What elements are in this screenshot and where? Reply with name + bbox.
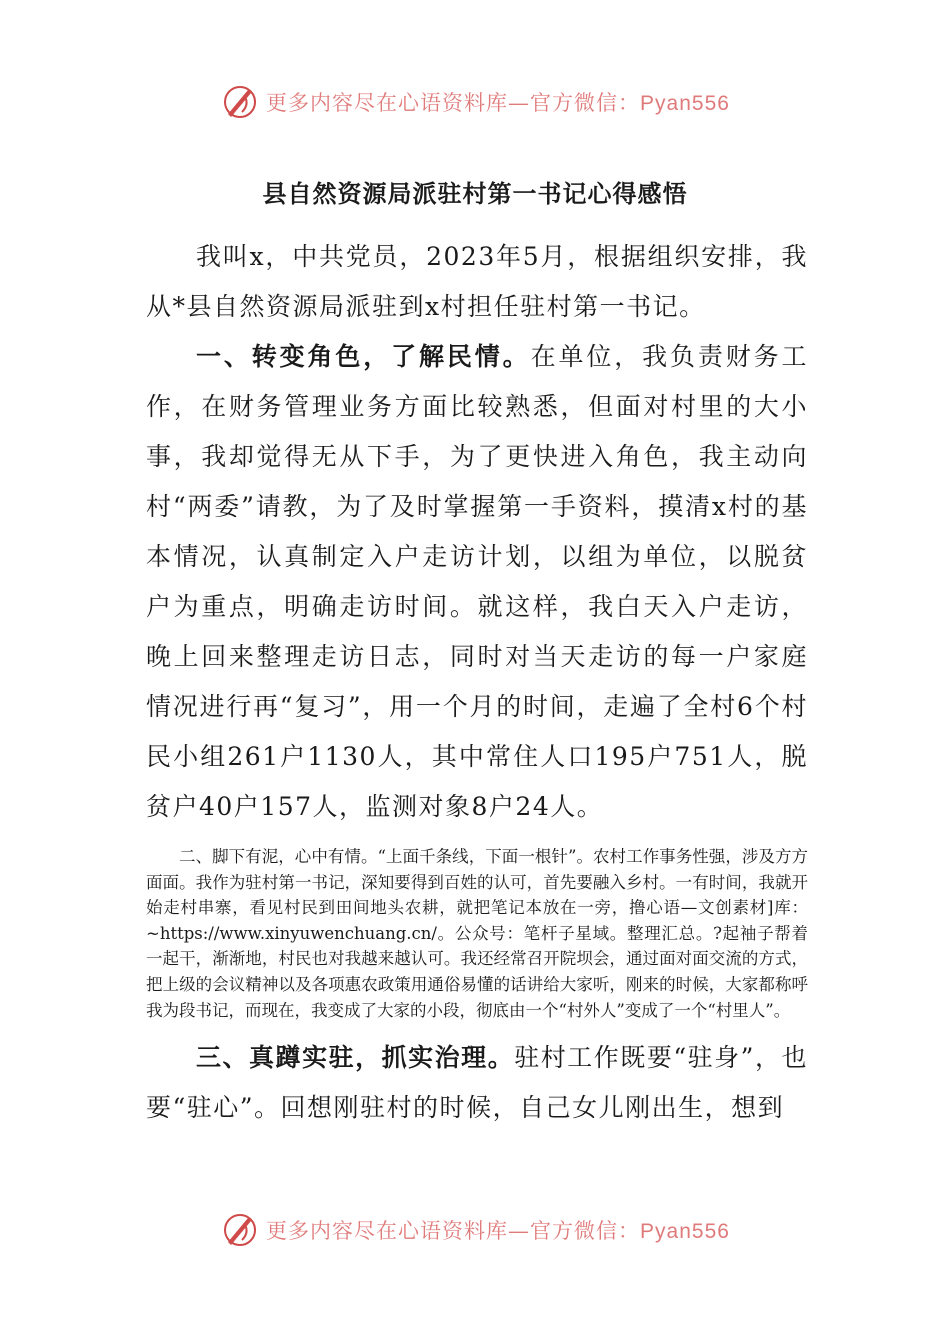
paragraph-intro: 我叫x，中共党员，2023年5月，根据组织安排，我从*县自然资源局派驻到x村担任驻村第一书记。: [146, 242, 808, 321]
paragraph-1-heading: 一、转变角色，了解民情。: [196, 342, 531, 371]
banner-text: 更多内容尽在心语资料库—官方微信：: [266, 1219, 641, 1243]
banner-wechat-id: Pyan556: [640, 92, 730, 115]
banner-text: 更多内容尽在心语资料库—官方微信：: [266, 91, 641, 115]
paragraph-1: [146, 332, 808, 832]
page-title: 县自然资源局派驻村第一书记心得感悟: [262, 179, 688, 208]
pen-logo-icon: [220, 1210, 260, 1250]
pen-logo-icon: [220, 82, 260, 122]
header-banner: [0, 80, 950, 124]
banner-wechat-id: Pyan556: [640, 1220, 730, 1243]
paragraph-3: [146, 1033, 808, 1133]
footer-banner: [0, 1208, 950, 1252]
paragraph-2: 二、脚下有泥，心中有情。“上面千条线，下面一根针”。农村工作事务性强，涉及方方面面。我作为驻村第一书记，深知要得到百姓的认可，首先要融入乡村。一有时间，我就开始走村串寨，看见村民到田间地头农耕，就把笔记本放在一旁，撸心语—文创素材]库：~https://www.xinyuwenchuang.cn/。公众号：笔杆子星域。整理汇总。?起袖子帮着一起干，渐渐地，村民也对我越来越认可。我还经常召开院坝会，通过面对面交流的方式，把上级的会议精神以及各项惠农政策用通俗易懂的话讲给大家听，刚来的时候，大家都称呼我为段书记，而现在，我变成了大家的小段，彻底由一个“村外人”变成了一个“村里人”。: [146, 847, 808, 1020]
paragraph-3-heading: 三、真蹲实驻，抓实治理。: [196, 1043, 515, 1073]
paragraph-1-text: 在单位，我负责财务工作，在财务管理业务方面比较熟悉，但面对村里的大小事，我却觉得无从下手，为了更快进入角色，我主动向村“两委”请教，为了及时掌握第一手资料，摸清x村的基本情况，认真制定入户走访计划，以组为单位，以脱贫户为重点，明确走访时间。就这样，我白天入户走访，晚上回来整理走访日志，同时对当天走访的每一户家庭情况进行再“复习”，用一个月的时间，走遍了全村6个村民小组261户1130人，其中常住人口195户751人，脱贫户40户157人，监测对象8户24人。: [146, 342, 808, 821]
document-body: [146, 232, 808, 1133]
paragraph-3-text: 驻村工作既要“驻身”，也要“驻心”。回想刚驻村的时候，自己女儿刚出生，想到: [146, 1043, 808, 1123]
